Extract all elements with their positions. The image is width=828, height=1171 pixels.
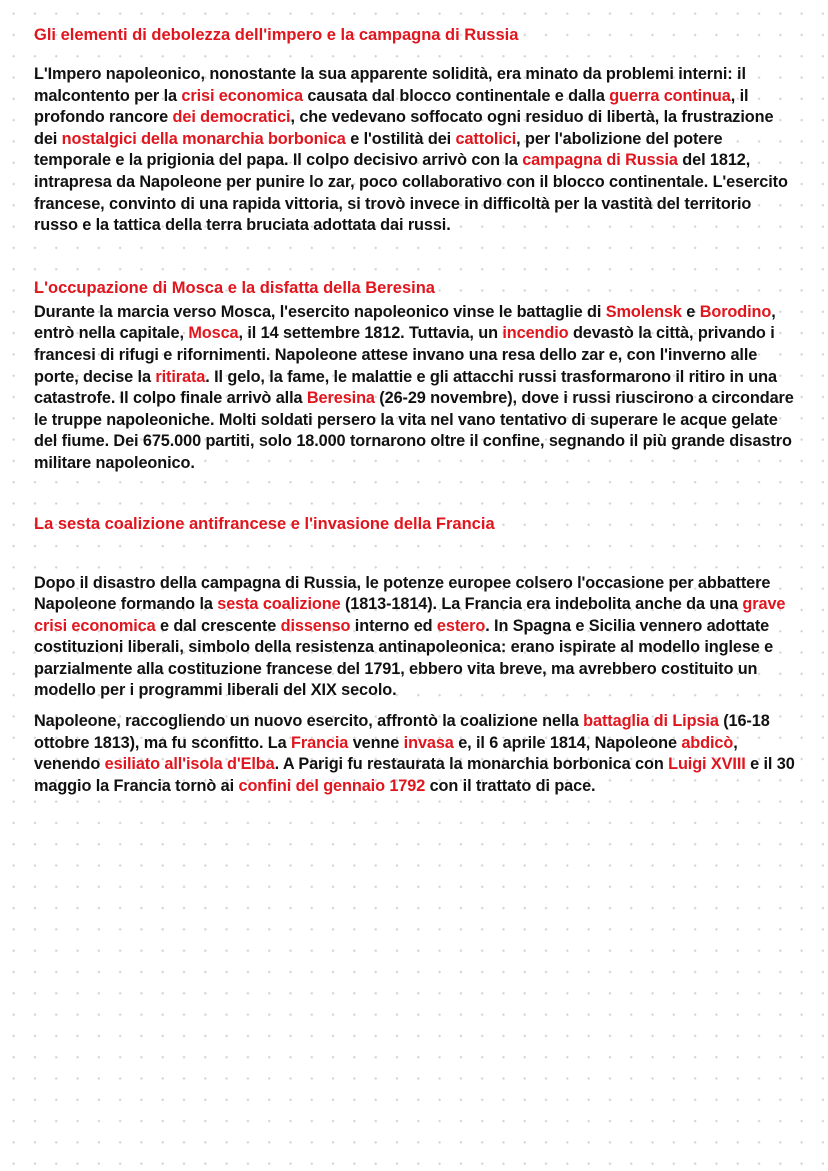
text-run: Durante la marcia verso Mosca, l'esercito napoleonico vinse le battaglie di [34,302,606,321]
highlighted-text: abdicò [681,733,734,752]
section-heading: La sesta coalizione antifrancese e l'invasione della Francia [34,514,495,533]
paragraph [34,711,796,797]
highlighted-text: ritirata [155,367,206,386]
highlighted-text: Luigi XVIII [668,755,746,774]
text-run: interno ed [350,616,437,635]
text-run: venne [348,733,404,752]
highlighted-text: Beresina [306,389,375,408]
text-run: . In Spagna e Sicilia vennero adottate costituzioni liberali, simbolo della resistenza antinapoleonica: erano ispirate al modello inglese e parzialmente alla costituzione francese del 1791, ebbero vita breve, ma avrebbero costituito un modello per i programmi liberali del XIX secolo. [34,616,774,700]
highlighted-text: estero [436,616,486,635]
text-run: e [681,302,700,321]
paragraph [34,302,796,475]
text-run: , entrò nella capitale, [34,302,776,343]
text-run: , venendo [34,733,738,774]
highlighted-text: Francia [291,733,349,752]
highlighted-text: crisi economica [181,86,303,105]
highlighted-text: sesta coalizione [217,595,341,614]
text-run: , per l'abolizione del potere temporale e la prigionia del papa. Il colpo decisivo arrivò con la [34,129,723,170]
text-run: causata dal blocco continentale e dalla [302,86,610,105]
text-run: e, il 6 aprile 1814, Napoleone [453,733,682,752]
highlighted-text: battaglia di Lipsia [583,712,719,731]
highlighted-text: Borodino [699,302,772,321]
highlighted-text: dissenso [280,616,351,635]
highlighted-text: dei democratici [172,108,291,127]
text-run: . A Parigi fu restaurata la monarchia borbonica con [274,755,669,774]
highlighted-text: invasa [403,733,454,752]
text-run: Napoleone, raccogliendo un nuovo esercito, affrontò la coalizione nella [34,712,584,731]
text-run: devastò la città, privando i francesi di rifugi e rifornimenti. Napoleone attese invano una resa dello zar e, con l'inverno alle porte, decise la [34,324,775,386]
notes-page [34,24,796,797]
text-run: , che vedevano soffocato ogni residuo di libertà, la frustrazione dei [34,108,774,148]
section-sixth-coalition [34,513,796,798]
text-run: e dal crescente [155,616,281,635]
text-run: e il 30 maggio la Francia tornò ai [34,755,795,795]
text-run: (1813-1814). La Francia era indebolita anche da una [340,595,743,614]
highlighted-text: cattolici [455,129,517,148]
highlighted-text: Smolensk [605,302,682,321]
paragraph [34,64,796,237]
highlighted-text: nostalgici della monarchia borbonica [61,129,346,148]
highlighted-text: guerra continua [609,86,731,105]
text-run: , il 14 settembre 1812. Tuttavia, un [238,324,503,343]
section-heading: L'occupazione di Mosca e la disfatta della Beresina [34,278,435,297]
highlighted-text: incendio [502,324,569,343]
highlighted-text: Mosca [188,324,239,343]
text-run: con il trattato di pace. [425,776,596,795]
text-run: (16-18 ottobre 1813), ma fu sconfitto. La [34,712,770,752]
section-heading: Gli elementi di debolezza dell'impero e la campagna di Russia [34,26,519,44]
text-run: L'Impero napoleonico, nonostante la sua apparente solidità, era minato da problemi interni: il malcontento per la [34,65,746,105]
highlighted-text: grave crisi economica [34,595,786,635]
text-run: (26-29 novembre), dove i russi riuscirono a circondare le truppe napoleoniche. Molti soldati persero la vita nel vano tentativo di superare le acque gelate del fiume. Dei 675.000 partiti, solo 18.000 tornarono oltre il confine, segnando il più grande disastro militare napoleonico. [34,389,794,472]
text-run: Dopo il disastro della campagna di Russia, le potenze europee colsero l'occasione per abbattere Napoleone formando la [34,573,771,614]
text-run: e l'ostilità dei [345,129,456,148]
section-weakness-russia-campaign [34,24,796,237]
text-run: , il profondo rancore [34,86,749,127]
paragraph [34,573,796,703]
text-run: del 1812, intrapresa da Napoleone per punire lo zar, poco collaborativo con il blocco continentale. L'esercito francese, convinto di una rapida vittoria, si trovò invece in difficoltà per la vastità del territorio russo e la tattica della terra bruciata adottata dai russi. [34,151,788,235]
section-moscow-beresina [34,277,796,475]
highlighted-text: confini del gennaio 1792 [238,776,426,795]
text-run: . Il gelo, la fame, le malattie e gli attacchi russi trasformarono il ritiro in una catastrofe. Il colpo finale arrivò alla [34,367,777,408]
highlighted-text: campagna di Russia [522,151,678,170]
highlighted-text: esiliato all'isola d'Elba [104,755,275,774]
